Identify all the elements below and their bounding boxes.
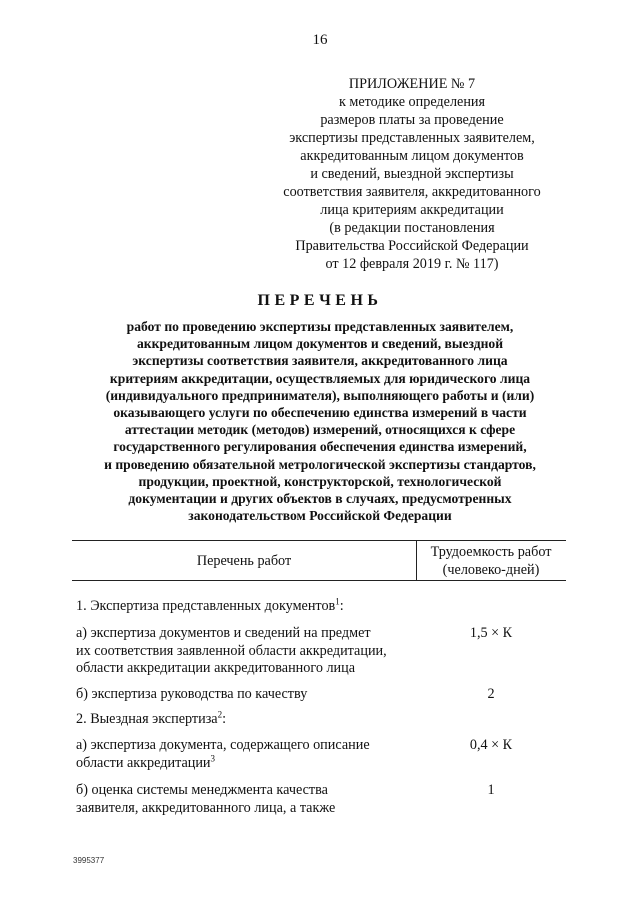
footnote-ref: 2: [217, 709, 223, 720]
header-effort-line: (человеко-дней): [442, 562, 540, 578]
footer-code: 3995377: [73, 856, 105, 865]
subtitle-line: (индивидуального предпринимателя), выполняющего работы и (или): [105, 387, 535, 403]
document-subtitle: [60, 318, 580, 524]
subtitle-line: работ по проведению экспертизы представленных заявителем,: [126, 319, 514, 334]
subtitle-line: критериям аккредитации, осуществляемых для юридического лица: [109, 370, 531, 386]
row-work: [76, 711, 416, 729]
appendix-line: ПРИЛОЖЕНИЕ № 7: [348, 76, 476, 92]
appendix-line: и сведений, выездной экспертизы: [310, 166, 514, 182]
row-work-line: заявителя, аккредитованного лица, а также: [76, 799, 336, 816]
row-work-line: а) экспертиза документа, содержащего описание: [76, 737, 370, 753]
appendix-header: [282, 75, 542, 273]
appendix-line: аккредитованным лицом документов: [300, 148, 524, 164]
row-work-line: б) оценка системы менеджмента качества: [76, 782, 328, 798]
appendix-line: Правительства Российской Федерации: [295, 238, 529, 254]
subtitle-line: государственного регулирования обеспечения единства измерений,: [113, 439, 527, 455]
document-title: ПЕРЕЧЕНЬ: [257, 292, 383, 309]
header-effort-line: Трудоемкость работ: [430, 544, 552, 560]
row-work: [76, 598, 416, 616]
work-tail: :: [222, 711, 227, 727]
row-work-line: б) экспертиза руководства по качеству: [76, 686, 308, 702]
row-effort: 2: [487, 686, 495, 702]
appendix-line: (в редакции постановления: [329, 220, 495, 236]
row-work: [76, 625, 416, 678]
work-tail: :: [339, 598, 344, 614]
work-text: 1. Экспертиза представленных документов: [76, 598, 336, 614]
appendix-line: размеров платы за проведение: [320, 112, 504, 128]
appendix-line: от 12 февраля 2019 г. № 117): [325, 256, 499, 272]
appendix-line: экспертизы представленных заявителем,: [289, 130, 535, 146]
row-work-line: [76, 711, 416, 729]
row-work-line: [76, 752, 416, 773]
row-work-line: а) экспертиза документов и сведений на предмет: [76, 625, 371, 641]
table-header-rule: [72, 580, 566, 581]
row-work: [76, 686, 416, 704]
work-text: 2. Выездная экспертиза: [76, 711, 218, 727]
row-effort: 1,5 × К: [469, 625, 513, 641]
subtitle-line: оказывающего услуги по обеспечению единства измерений в части: [113, 405, 527, 421]
subtitle-line: и проведению обязательной метрологической экспертизы стандартов,: [104, 456, 536, 472]
row-work: [76, 737, 416, 772]
subtitle-line: аккредитованным лицом документов и сведений, выездной: [136, 336, 504, 352]
row-work: [76, 782, 416, 817]
row-effort: 1: [487, 782, 495, 798]
appendix-line: соответствия заявителя, аккредитованного: [283, 184, 541, 200]
row-work-line: [76, 598, 416, 616]
subtitle-line: экспертизы соответствия заявителя, аккредитованного лица: [132, 353, 508, 369]
header-effort: [416, 543, 566, 579]
appendix-line: лица критериям аккредитации: [320, 202, 504, 218]
footnote-ref: 1: [335, 596, 340, 607]
appendix-line: к методике определения: [338, 94, 486, 110]
subtitle-line: законодательством Российской Федерации: [188, 508, 452, 524]
header-works: Перечень работ: [196, 553, 292, 569]
work-text: области аккредитации: [76, 754, 211, 771]
page-number: 16: [312, 32, 328, 48]
row-effort: 0,4 × К: [469, 737, 513, 753]
table-top-rule: [72, 540, 566, 541]
subtitle-line: документации и других объектов в случаях, предусмотренных: [128, 491, 512, 507]
subtitle-line: аттестации методик (методов) измерений, относящихся к сфере: [124, 422, 516, 438]
row-work-line: области аккредитации аккредитованного лица: [76, 660, 356, 676]
subtitle-line: продукции, проектной, конструкторской, технологической: [138, 473, 502, 489]
footnote-ref: 3: [210, 752, 216, 763]
row-work-line: их соответствия заявленной области аккредитации,: [76, 642, 387, 659]
